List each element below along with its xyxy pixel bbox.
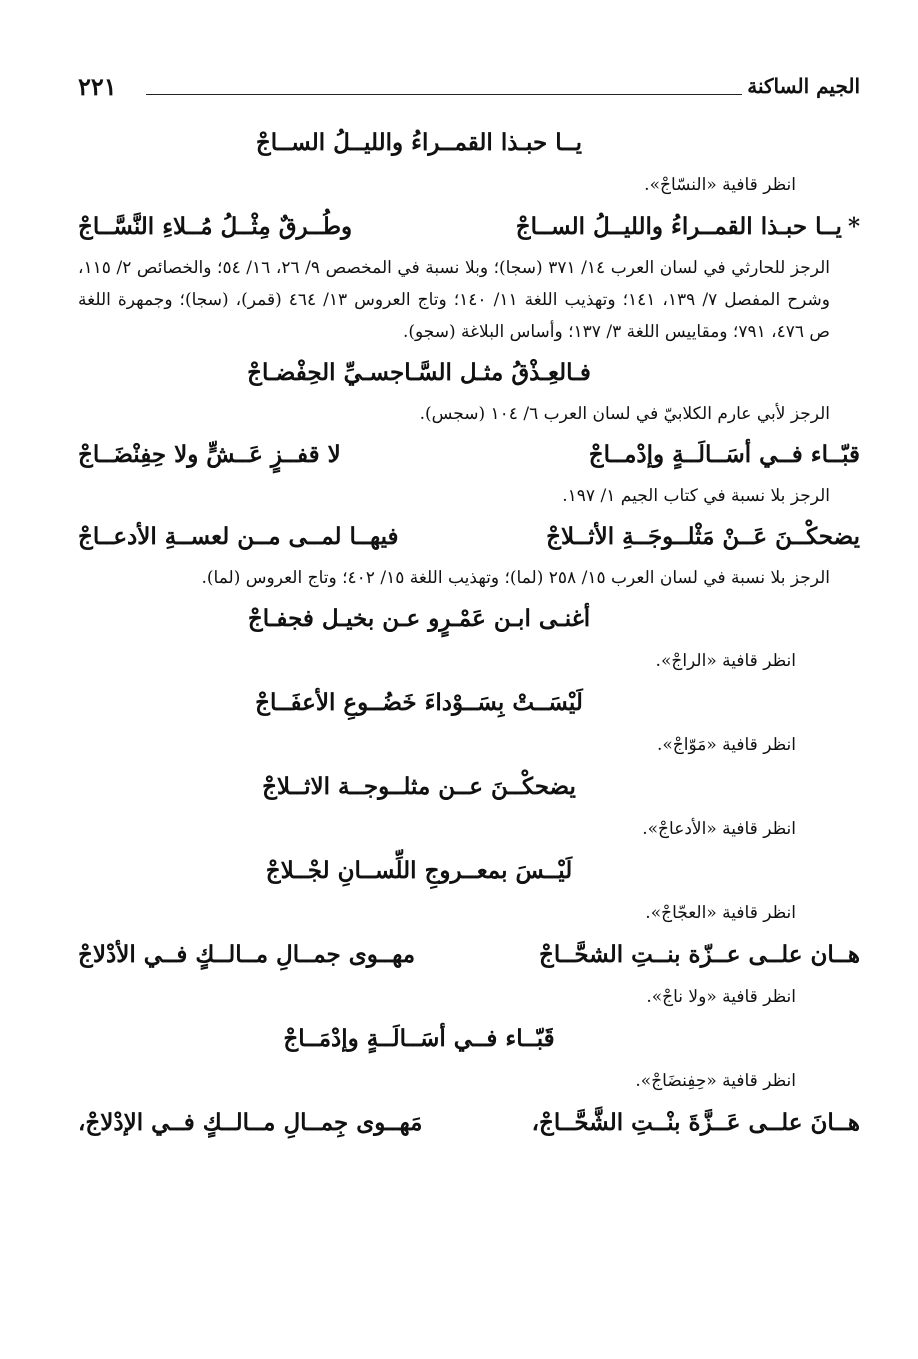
verse-first-hemistich <box>589 430 860 480</box>
page-header <box>78 68 860 108</box>
rhyme-reference-note: انظر قافية «النسّاجْ». <box>644 175 796 195</box>
hemistich-text: هــانَ علــى عَــزَّةَ بنْــتِ الشَّحَّــاجْ، <box>531 1109 860 1136</box>
verse-line: قَبّــاء فــي أسَــالَــةٍ وإدْمَــاجْ <box>283 1025 555 1052</box>
hemistich-text: يضحكْــنَ عَــنْ مَثْلــوجَــةِ الأثــلاجْ <box>546 523 860 550</box>
header-rule <box>146 94 742 95</box>
verse-couplet <box>78 202 860 252</box>
rhyme-reference-note: انظر قافية «العجّاجْ». <box>645 903 796 923</box>
rhyme-reference-note: انظر قافية «حِفِنضَاجْ». <box>635 1071 796 1091</box>
verse-line: أغنـى ابـن عَمْـرٍو عـن بخيـل فجفـاجْ <box>247 605 591 632</box>
verse-couplet <box>78 430 860 480</box>
verse-couplet <box>78 512 860 562</box>
verse-line: يضحكْــنَ عــن مثلــوجــة الاثــلاجْ <box>262 773 576 800</box>
hemistich-text: هــان علــى عــزّة بنــتِ الشحَّــاجْ <box>539 941 860 968</box>
citation-paragraph: الرجز بلا نسبة في كتاب الجيم ١/ ١٩٧. <box>562 486 830 506</box>
verse-line: لَيْسَــتْ بِسَــوْداءَ خَضُــوعِ الأعفَــاجْ <box>255 689 583 716</box>
verse-first-hemistich <box>539 930 860 980</box>
verse-first-hemistich <box>546 512 860 562</box>
verse-couplet <box>78 930 860 980</box>
verse-second-hemistich: لا قفــزٍ عَــشٍّ ولا حِفِنْضَــاجْ <box>78 441 341 468</box>
hemistich-text: يــا حبـذا القمــراءُ والليــلُ الســاجْ <box>515 213 842 240</box>
rhyme-reference-note: انظر قافية «الراجْ». <box>655 651 796 671</box>
hemistich-text: قبّــاء فــي أسَــالَــةٍ وإدْمــاجْ <box>588 441 860 468</box>
verse-line: يــا حبـذا القمــراءُ والليــلُ الســاجْ <box>255 129 583 156</box>
page-title: الجيم الساكنة <box>747 74 860 98</box>
citation-paragraph: الرجز لأبي عارم الكلابيّ في لسان العرب ٦/ ١٠٤ (سجس). <box>419 404 830 424</box>
citation-paragraph: الرجز بلا نسبة في لسان العرب ١٥/ ٢٥٨ (لما)؛ وتهذيب اللغة ١٥/ ٤٠٢؛ وتاج العروس (لما). <box>201 568 830 588</box>
asterisk-marker: * <box>847 213 860 240</box>
verse-line: لَيْــسَ بمعــروجِ اللِّســانِ لجْــلاجْ <box>265 857 573 884</box>
verse-line: فـالعِـذْقُ مثـل السَّـاجسـيِّ الحِفْضـاجْ <box>247 359 591 386</box>
page-number: ٢٢١ <box>78 72 117 101</box>
verse-couplet <box>78 1098 860 1148</box>
verse-first-hemistich <box>532 1098 860 1148</box>
citation-paragraph: الرجز للحارثي في لسان العرب ١٤/ ٣٧١ (سجا)؛ وبلا نسبة في المخصص ٩/ ٢٦، ١٦/ ٥٤؛ والخصائص ٢/ ١١٥، وشرح المفصل ٧/ ١٣٩، ١٤١؛ وتهذيب اللغة ١١/ ١٤٠؛ وتاج العروس ١٣/ ٤٦٤ (قمر)، (سجا)؛ وجمهرة اللغة ص ٤٧٦، ٧٩١؛ ومقاييس اللغة ٣/ ١٣٧؛ وأساس البلاغة (سجو). <box>78 258 831 342</box>
rhyme-reference-note: انظر قافية «ولا ناجْ». <box>646 987 796 1007</box>
rhyme-reference-note: انظر قافية «الأدعاجْ». <box>642 819 796 839</box>
page-content <box>78 118 860 1148</box>
verse-second-hemistich: وطُــرقٌ مِثْــلُ مُــلاءِ النَّسَّــاجْ <box>78 213 353 240</box>
rhyme-reference-note: انظر قافية «مَوّاجْ». <box>656 735 796 755</box>
verse-first-hemistich <box>516 202 860 252</box>
verse-second-hemistich: مَهــوى جِمــالِ مــالــكٍ فــي الإدْلاجْ، <box>78 1109 423 1136</box>
verse-second-hemistich: فيهــا لمــى مــن لعســةِ الأدعــاجْ <box>78 523 399 550</box>
verse-second-hemistich: مهــوى جمــالِ مــالــكٍ فــي الأدْلاجْ <box>78 941 416 968</box>
